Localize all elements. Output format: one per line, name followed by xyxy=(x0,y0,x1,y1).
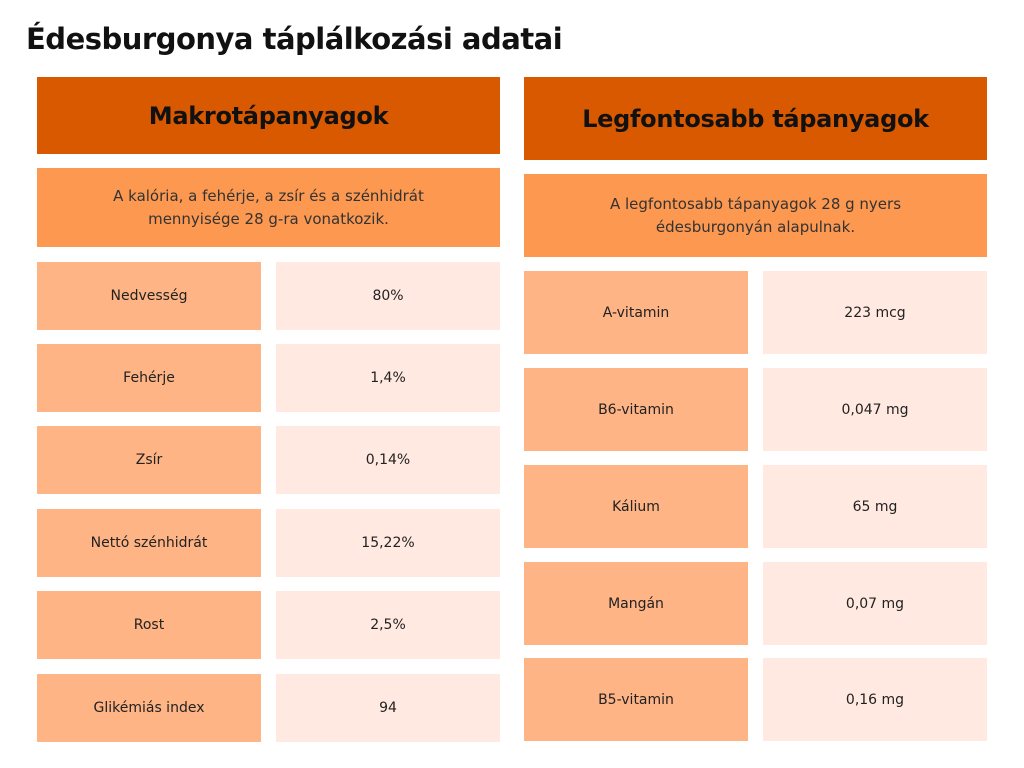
table-row xyxy=(37,591,500,659)
macronutrients-note-text: A kalória, a fehérje, a zsír és a szénhidrát mennyisége 28 g-ra vonatkozik. xyxy=(113,186,424,228)
table-row xyxy=(524,658,987,741)
nutrient-value: 80% xyxy=(276,262,500,330)
table-row xyxy=(524,562,987,645)
nutrient-value: 0,07 mg xyxy=(763,562,987,645)
nutrient-value: 0,047 mg xyxy=(763,368,987,451)
key-nutrients-header: Legfontosabb tápanyagok xyxy=(524,77,987,160)
nutrient-label: Nettó szénhidrát xyxy=(37,509,261,577)
macronutrients-note xyxy=(37,168,500,247)
table-row xyxy=(37,262,500,330)
nutrient-value: 2,5% xyxy=(276,591,500,659)
key-nutrients-note-text: A legfontosabb tápanyagok 28 g nyers édesburgonyán alapulnak. xyxy=(609,194,902,236)
page-title: Édesburgonya táplálkozási adatai xyxy=(26,22,563,56)
table-row xyxy=(37,509,500,577)
nutrient-label: A-vitamin xyxy=(524,271,748,354)
nutrient-label: Fehérje xyxy=(37,344,261,412)
nutrient-value: 65 mg xyxy=(763,465,987,548)
table-row xyxy=(524,465,987,548)
nutrient-label: Rost xyxy=(37,591,261,659)
macronutrients-header: Makrotápanyagok xyxy=(37,77,500,154)
table-row xyxy=(524,271,987,354)
nutrient-label: Nedvesség xyxy=(37,262,261,330)
table-row xyxy=(524,368,987,451)
table-row xyxy=(37,344,500,412)
table-row xyxy=(37,674,500,742)
nutrient-value: 223 mcg xyxy=(763,271,987,354)
nutrient-label: Glikémiás index xyxy=(37,674,261,742)
nutrient-value: 0,16 mg xyxy=(763,658,987,741)
nutrient-label: B6-vitamin xyxy=(524,368,748,451)
nutrient-value: 94 xyxy=(276,674,500,742)
key-nutrients-note xyxy=(524,174,987,257)
nutrient-label: Kálium xyxy=(524,465,748,548)
nutrient-value: 0,14% xyxy=(276,426,500,494)
nutrient-label: B5-vitamin xyxy=(524,658,748,741)
nutrient-label: Mangán xyxy=(524,562,748,645)
nutrient-value: 1,4% xyxy=(276,344,500,412)
nutrient-label: Zsír xyxy=(37,426,261,494)
nutrient-value: 15,22% xyxy=(276,509,500,577)
table-row xyxy=(37,426,500,494)
